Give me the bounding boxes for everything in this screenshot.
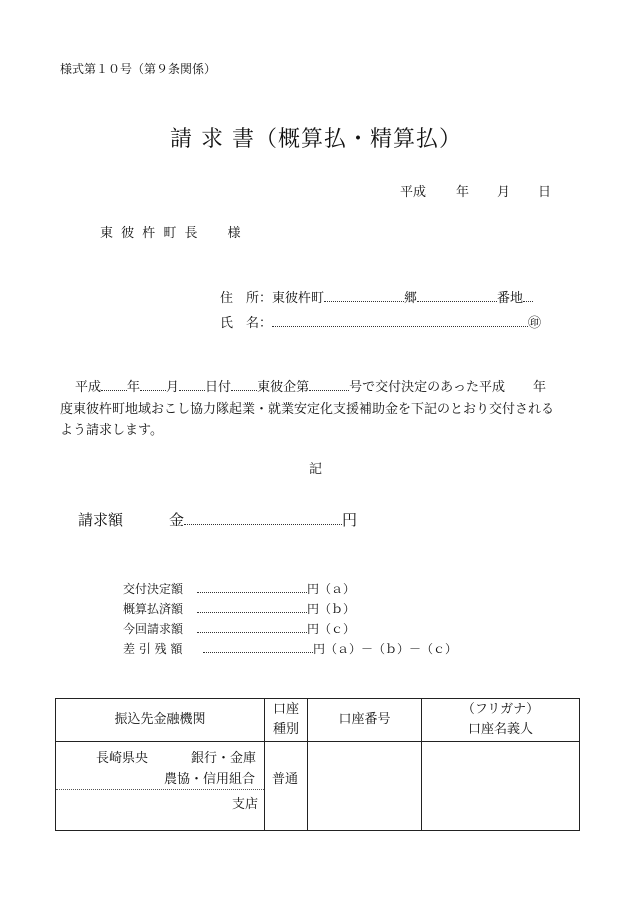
amount-row-balance — [123, 640, 457, 657]
amount-field[interactable] — [203, 640, 313, 653]
body-month: 月 — [166, 380, 180, 395]
amount-label: 差 引 残 額 — [123, 642, 183, 656]
body-line-3: よう請求します。 — [60, 423, 163, 438]
nokyo-text: 農協・信用組合 — [164, 772, 256, 787]
header-institution-text: 振込先金融機関 — [114, 712, 206, 727]
header-furigana: （フリガナ） — [461, 702, 540, 717]
body-spacer-field[interactable] — [231, 377, 257, 391]
amount-row-c — [123, 620, 355, 637]
claim-yen: 円 — [342, 511, 358, 529]
header-holder-text: 口座名義人 — [467, 722, 533, 737]
header-institution — [56, 699, 265, 742]
body-line-1 — [75, 376, 546, 395]
body-decision-text: 号で交付決定のあった平成 — [349, 380, 505, 395]
prefecture-text: 長崎県央 — [96, 751, 149, 766]
ki-heading: 記 — [309, 462, 323, 477]
date-day: 日 — [538, 185, 552, 200]
body-era: 平成 — [75, 380, 102, 395]
amount-row-a — [123, 580, 355, 597]
amount-field[interactable] — [197, 620, 307, 633]
header-type-line2: 種別 — [272, 722, 299, 737]
amount-row-b — [123, 600, 355, 617]
recipient — [100, 222, 241, 241]
claim-line — [78, 509, 357, 530]
body-line-2: 度東彼杵町地域おこし協力隊起業・就業安定化支援補助金を下記のとおり交付される — [60, 402, 555, 417]
header-number-text: 口座番号 — [338, 712, 391, 727]
amount-suffix: 円（ｃ） — [307, 622, 356, 636]
date-month: 月 — [497, 185, 511, 200]
header-account-type — [265, 699, 308, 742]
amount-suffix: 円（ｂ） — [307, 602, 356, 616]
account-holder-cell[interactable] — [422, 742, 580, 831]
body-day: 日付 — [205, 380, 232, 395]
address-field-2[interactable] — [417, 288, 497, 302]
account-type-text: 普通 — [272, 772, 299, 787]
body-year-field[interactable] — [101, 377, 127, 391]
amount-suffix: 円（ａ） — [307, 582, 356, 596]
header-holder — [422, 699, 580, 742]
bank-kinko-text: 銀行・金庫 — [191, 751, 257, 766]
header-type-line1: 口座 — [272, 702, 299, 717]
address-go: 郷 — [404, 291, 418, 306]
address-banchi: 番地 — [497, 291, 524, 306]
recipient-name: 東 彼 杵 町 長 — [100, 226, 200, 241]
branch-text: 支店 — [232, 797, 259, 812]
date-year: 年 — [456, 185, 470, 200]
name-label: 氏 名： — [220, 316, 273, 331]
claim-kin: 金 — [169, 511, 185, 529]
claim-label: 請求額 — [78, 511, 124, 529]
body-day-field[interactable] — [179, 377, 205, 391]
body-fiscal-year: 年 — [532, 380, 546, 395]
address-line — [220, 287, 533, 306]
body-year: 年 — [127, 380, 141, 395]
date-era: 平成 — [400, 185, 427, 200]
amount-suffix: 円（ａ）－（ｂ）－（ｃ） — [313, 642, 458, 656]
seal-mark: ㊞ — [528, 316, 542, 331]
account-type-cell[interactable] — [265, 742, 308, 831]
institution-cell[interactable] — [56, 742, 265, 831]
body-doc-prefix: 東彼企第 — [257, 380, 310, 395]
recipient-honorific: 様 — [227, 226, 241, 241]
body-month-field[interactable] — [140, 377, 166, 391]
branch-divider — [56, 789, 264, 790]
amount-field[interactable] — [197, 580, 307, 593]
date-line — [400, 181, 551, 200]
header-account-number — [308, 699, 422, 742]
amount-field[interactable] — [197, 600, 307, 613]
amount-label: 概算払済額 — [123, 602, 184, 616]
address-town: 東彼杵町 — [272, 291, 325, 306]
amount-label: 今回請求額 — [123, 622, 184, 636]
account-number-cell[interactable] — [308, 742, 422, 831]
name-line — [220, 312, 541, 331]
name-field[interactable] — [272, 313, 528, 327]
body-doc-number-field[interactable] — [309, 377, 349, 391]
document-title: 請 求 書（概算払・精算払） — [170, 127, 462, 152]
bank-account-table — [55, 698, 580, 831]
address-field-1[interactable] — [324, 288, 404, 302]
address-label: 住 所： — [220, 291, 273, 306]
address-field-3[interactable] — [523, 288, 533, 302]
form-number: 様式第１０号（第９条関係） — [60, 62, 217, 76]
claim-amount-field[interactable] — [184, 509, 342, 525]
amount-label: 交付決定額 — [123, 582, 184, 596]
